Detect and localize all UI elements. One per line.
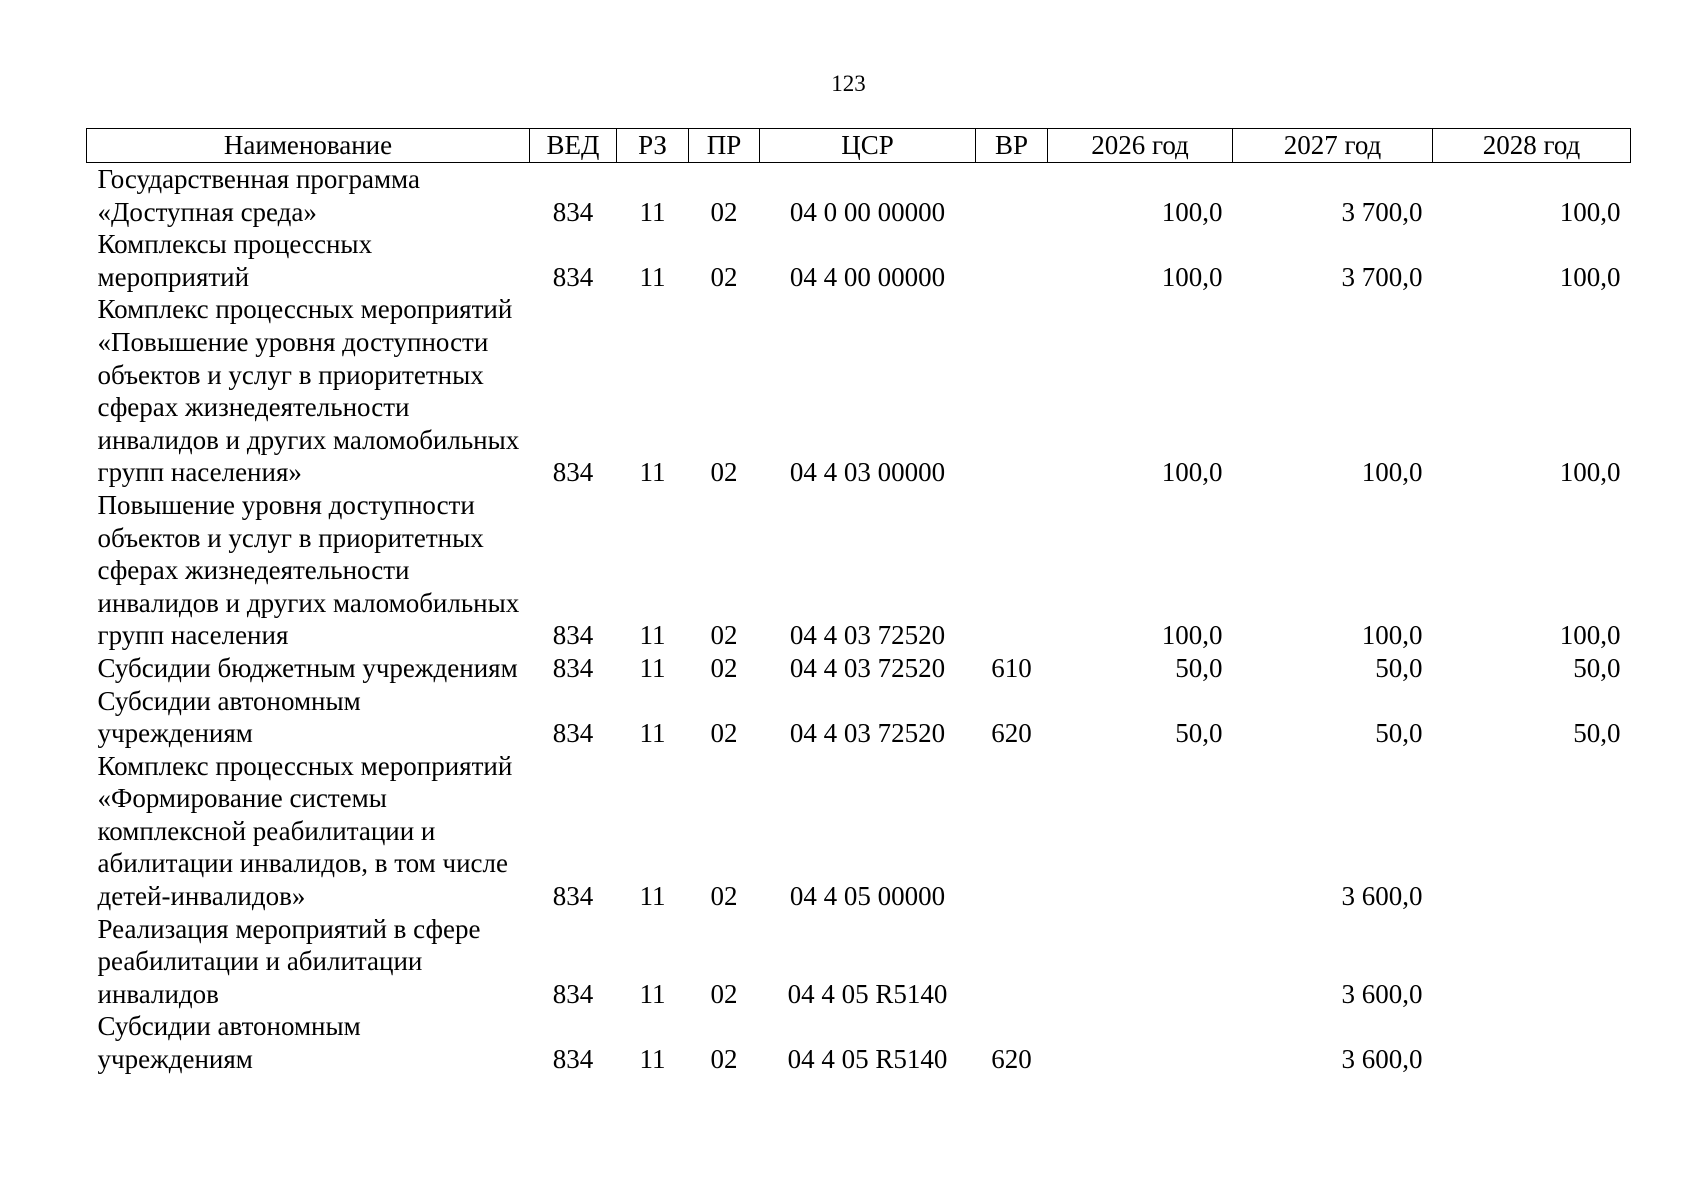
cell-2026 [1048, 1010, 1233, 1075]
cell-2028 [1433, 750, 1631, 913]
cell-pr: 02 [710, 620, 738, 651]
cell-pr: 02 [710, 457, 738, 488]
cell-2026: 100,0 [1161, 457, 1223, 488]
table-header [87, 129, 1631, 163]
header-rz: РЗ [617, 129, 689, 163]
cell-name: Повышение уровня доступности объектов и услуг в приоритетных сферах жизнедеятельности инвалидов и других маломобильных групп населения [97, 489, 520, 651]
cell-ved: 834 [552, 261, 594, 292]
cell-rz: 11 [639, 620, 666, 651]
table-row [87, 1010, 1631, 1075]
cell-vr [976, 228, 1048, 293]
cell-2028: 50,0 [1573, 718, 1621, 749]
cell-vr [976, 293, 1048, 489]
cell-2027: 50,0 [1375, 652, 1423, 683]
cell-name: Субсидии автономным учреждениям [97, 1011, 361, 1075]
header-vr: ВР [976, 129, 1048, 163]
cell-2026: 100,0 [1161, 261, 1223, 292]
cell-pr: 02 [710, 261, 738, 292]
cell-csr: 04 4 03 72520 [789, 652, 946, 683]
cell-name: Комплекс процессных мероприятий «Формирование системы комплексной реабилитации и абилитации инвалидов, в том числе детей-инвалидов» [97, 750, 513, 912]
cell-ved: 834 [552, 457, 594, 488]
cell-ved: 834 [552, 196, 594, 227]
cell-2028: 100,0 [1559, 620, 1621, 651]
header-2028: 2028 год [1433, 129, 1631, 163]
cell-rz: 11 [639, 457, 666, 488]
header-name: Наименование [87, 129, 530, 163]
header-2027: 2027 год [1233, 129, 1433, 163]
cell-2028 [1433, 913, 1631, 1011]
cell-ved: 834 [552, 978, 594, 1009]
cell-vr [976, 163, 1048, 229]
cell-2027: 3 700,0 [1341, 261, 1423, 292]
header-pr: ПР [689, 129, 760, 163]
table-row [87, 293, 1631, 489]
cell-csr: 04 4 03 00000 [789, 457, 946, 488]
cell-2026: 100,0 [1161, 620, 1223, 651]
cell-2027: 100,0 [1361, 620, 1423, 651]
cell-vr [976, 750, 1048, 913]
table-row [87, 489, 1631, 652]
cell-name: Реализация мероприятий в сфере реабилитации и абилитации инвалидов [97, 913, 481, 1009]
cell-vr: 620 [991, 1044, 1032, 1075]
table-row [87, 228, 1631, 293]
cell-name: Субсидии бюджетным учреждениям [97, 652, 518, 683]
cell-name: Государственная программа «Доступная среда» [97, 164, 420, 227]
cell-rz: 11 [639, 1044, 666, 1075]
cell-name: Комплекс процессных мероприятий «Повышение уровня доступности объектов и услуг в приоритетных сферах жизнедеятельности инвалидов и других маломобильных групп населения» [97, 294, 520, 488]
cell-2027: 3 600,0 [1341, 1044, 1423, 1075]
cell-csr: 04 0 00 00000 [789, 196, 946, 227]
cell-2026: 50,0 [1175, 718, 1223, 749]
table-row [87, 652, 1631, 685]
table-row [87, 163, 1631, 229]
cell-ved: 834 [552, 652, 594, 683]
table-row [87, 685, 1631, 750]
cell-2028: 100,0 [1559, 457, 1621, 488]
cell-2028: 50,0 [1573, 652, 1621, 683]
cell-rz: 11 [639, 261, 666, 292]
cell-vr [976, 489, 1048, 652]
cell-pr: 02 [710, 978, 738, 1009]
cell-pr: 02 [710, 718, 738, 749]
table-row [87, 750, 1631, 913]
cell-pr: 02 [710, 652, 738, 683]
cell-2028: 100,0 [1559, 196, 1621, 227]
cell-rz: 11 [639, 881, 666, 912]
table-body [87, 163, 1631, 1076]
cell-rz: 11 [639, 718, 666, 749]
cell-csr: 04 4 03 72520 [789, 718, 946, 749]
cell-name: Субсидии автономным учреждениям [97, 685, 361, 749]
cell-2027: 3 600,0 [1341, 978, 1423, 1009]
budget-table [86, 128, 1631, 1076]
header-csr: ЦСР [760, 129, 976, 163]
cell-pr: 02 [710, 196, 738, 227]
cell-rz: 11 [639, 652, 666, 683]
header-ved: ВЕД [530, 129, 617, 163]
cell-vr: 620 [991, 718, 1032, 749]
cell-ved: 834 [552, 620, 594, 651]
table-row [87, 913, 1631, 1011]
cell-ved: 834 [552, 1044, 594, 1075]
cell-2026 [1048, 913, 1233, 1011]
cell-vr [976, 913, 1048, 1011]
cell-rz: 11 [639, 978, 666, 1009]
cell-2027: 3 700,0 [1341, 196, 1423, 227]
cell-csr: 04 4 03 72520 [789, 620, 946, 651]
cell-2027: 3 600,0 [1341, 881, 1423, 912]
cell-2026: 50,0 [1175, 652, 1223, 683]
cell-vr: 610 [991, 652, 1032, 683]
cell-csr: 04 4 00 00000 [789, 261, 946, 292]
header-row [87, 129, 1631, 163]
header-2026: 2026 год [1048, 129, 1233, 163]
cell-ved: 834 [552, 718, 594, 749]
cell-2028 [1433, 1010, 1631, 1075]
cell-2026: 100,0 [1161, 196, 1223, 227]
cell-name: Комплексы процессных мероприятий [97, 229, 373, 292]
cell-2026 [1048, 750, 1233, 913]
cell-ved: 834 [552, 881, 594, 912]
cell-csr: 04 4 05 R5140 [787, 1044, 948, 1075]
cell-csr: 04 4 05 R5140 [787, 978, 948, 1009]
cell-2027: 100,0 [1361, 457, 1423, 488]
cell-pr: 02 [710, 881, 738, 912]
cell-2028: 100,0 [1559, 261, 1621, 292]
page-number: 123 [831, 71, 866, 96]
cell-csr: 04 4 05 00000 [789, 881, 946, 912]
cell-rz: 11 [639, 196, 666, 227]
cell-pr: 02 [710, 1044, 738, 1075]
cell-2027: 50,0 [1375, 718, 1423, 749]
